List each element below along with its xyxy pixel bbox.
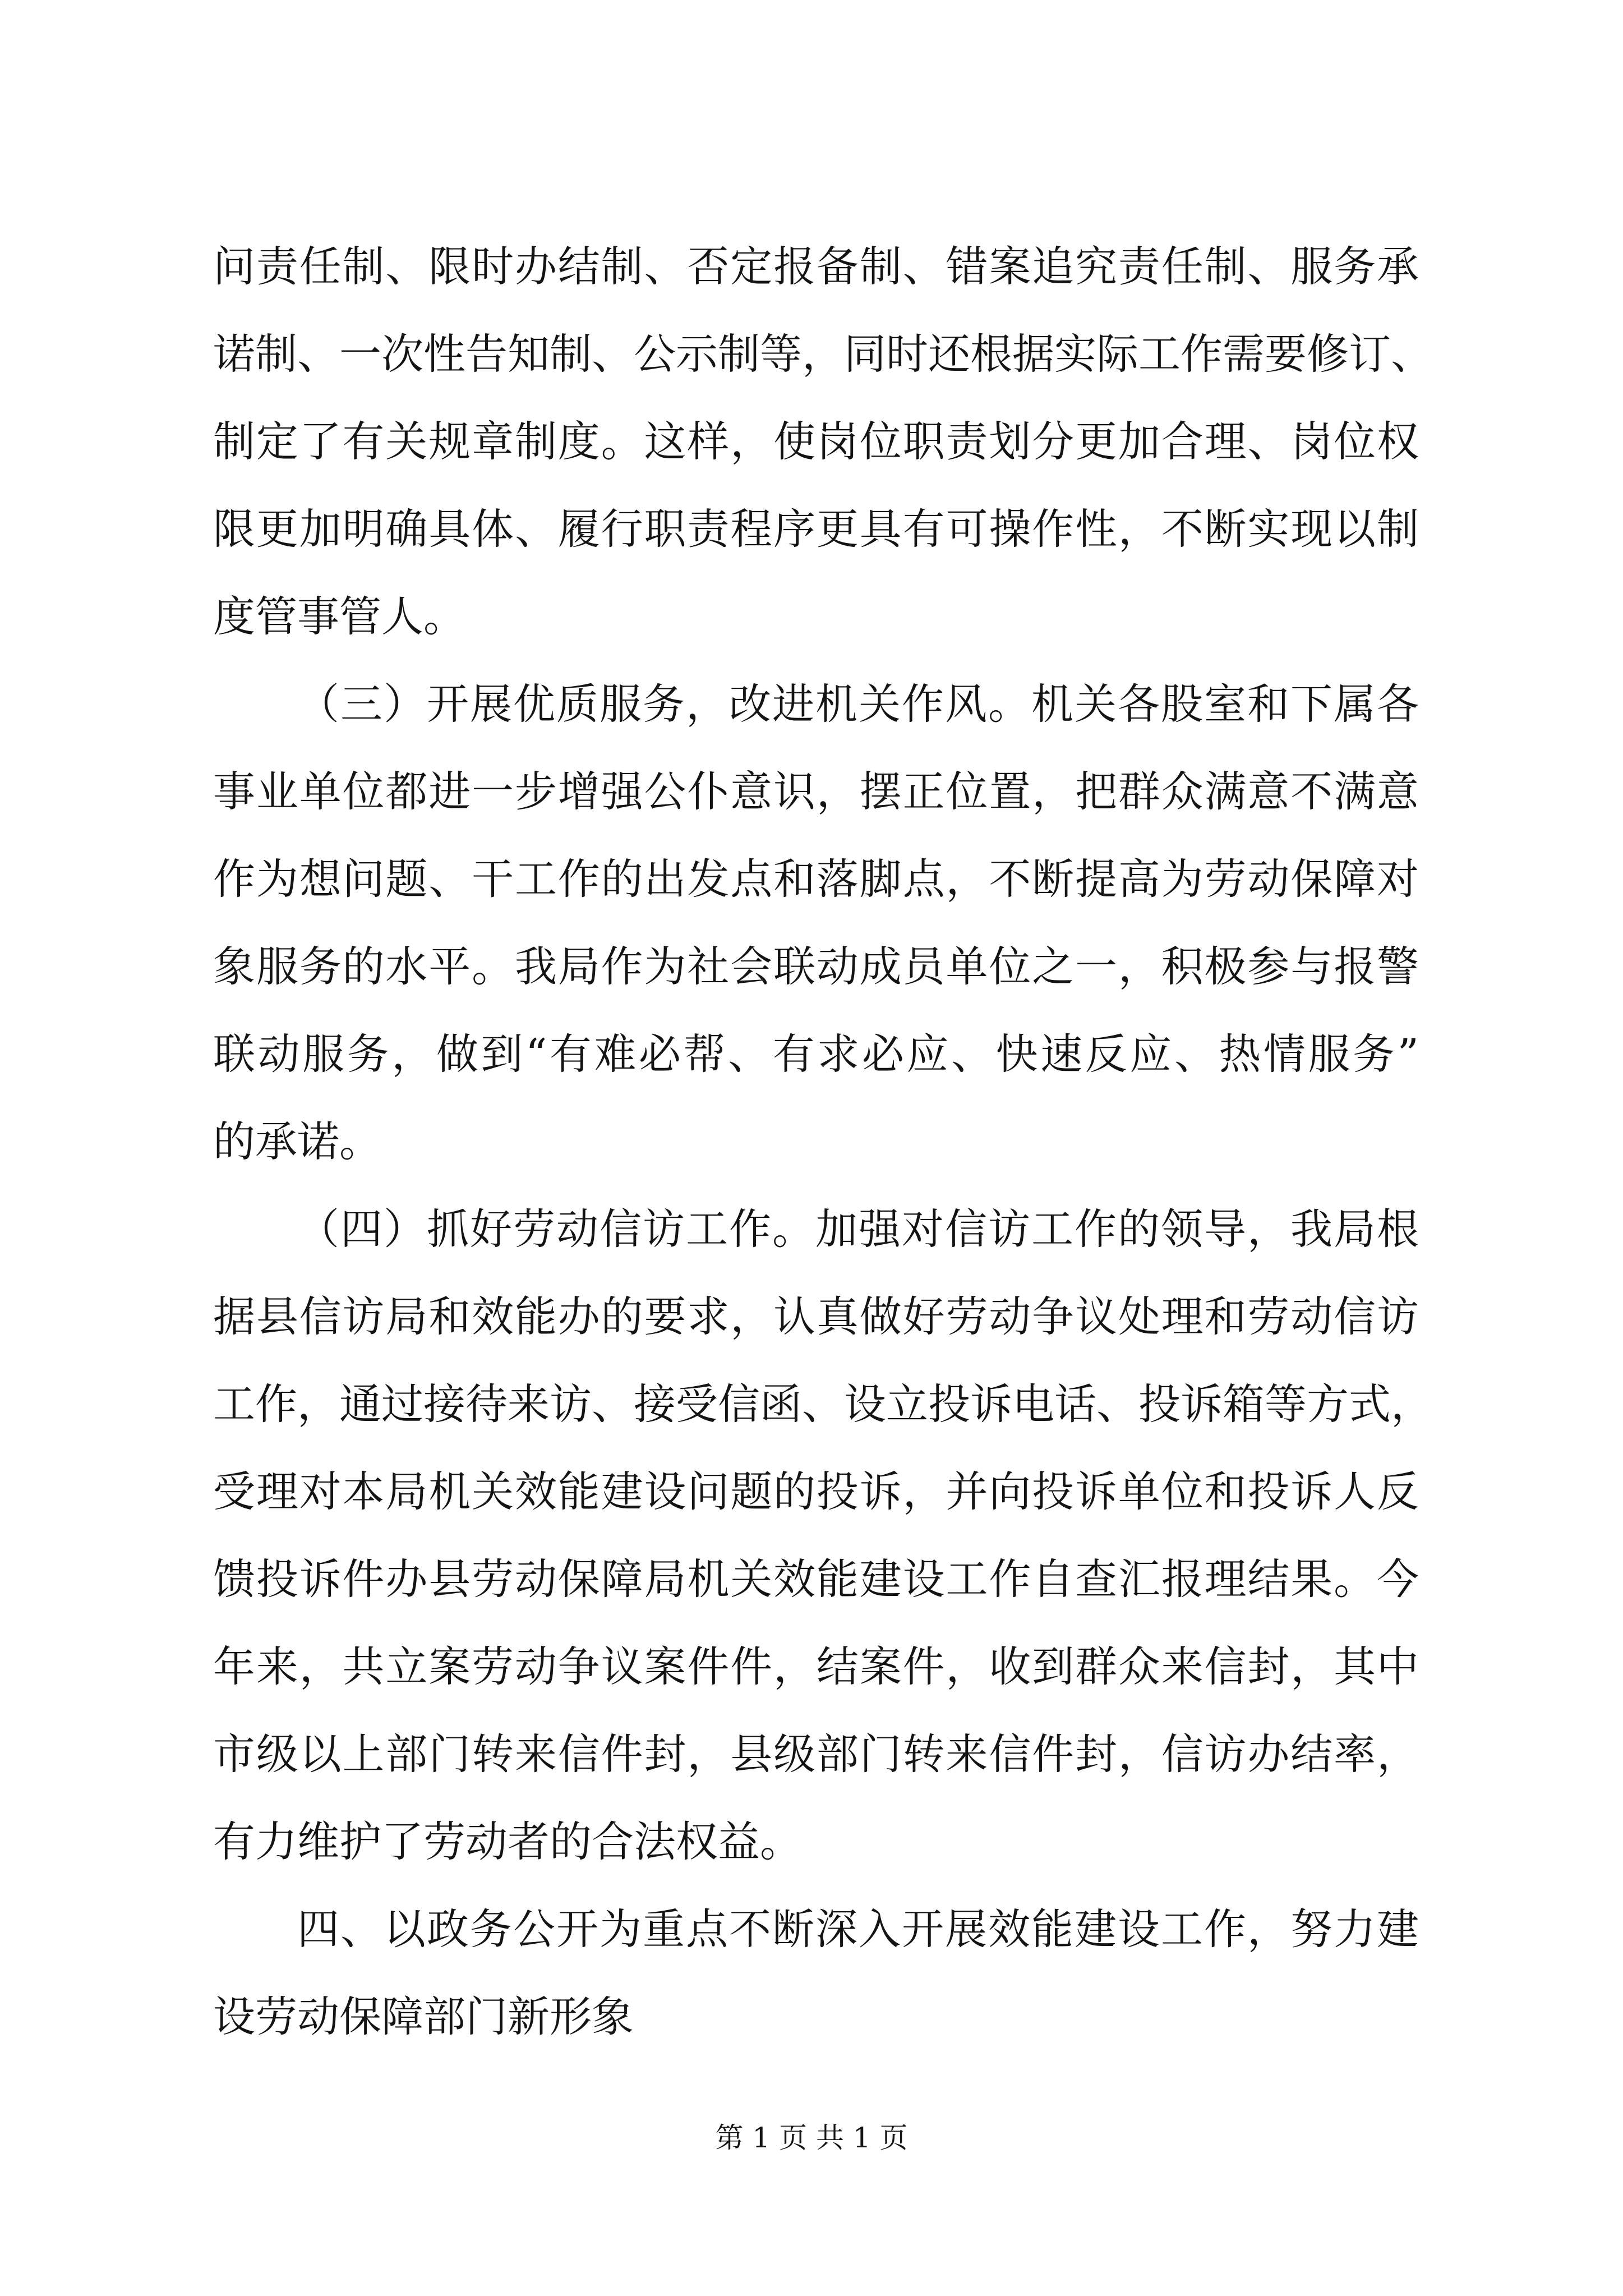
paragraph-heading-4: （四）抓好劳动信访工作。加强对信访工作的领导，我局根: [297, 1204, 1419, 1254]
body-text-line: 限更加明确具体、履行职责程序更具有可操作性，不断实现以制: [213, 504, 1419, 554]
page-footer: 第 1 页 共 1 页: [715, 2122, 908, 2154]
body-text-line: 诺制、一次性告知制、公示制等，同时还根据实际工作需要修订、: [213, 329, 1433, 379]
paragraph-heading-3: （三）开展优质服务，改进机关作风。机关各股室和下属各: [297, 679, 1419, 729]
body-text-line: 制定了有关规章制度。这样，使岗位职责划分更加合理、岗位权: [213, 417, 1419, 466]
body-text-line: 受理对本局机关效能建设问题的投诉，并向投诉单位和投诉人反: [213, 1467, 1419, 1516]
body-text-line: 的承诺。: [213, 1117, 382, 1166]
body-text-line: 有力维护了劳动者的合法权益。: [213, 1817, 803, 1866]
body-text-line: 问责任制、限时办结制、否定报备制、错案追究责任制、服务承: [213, 242, 1419, 291]
body-text-line: 年来，共立案劳动争议案件件，结案件，收到群众来信封，其中: [213, 1642, 1419, 1691]
body-text-line: 馈投诉件办县劳动保障局机关效能建设工作自查汇报理结果。今: [213, 1554, 1419, 1604]
section-heading-continuation: 设劳动保障部门新形象: [213, 1992, 634, 2041]
body-text-line: 作为想问题、干工作的出发点和落脚点，不断提高为劳动保障对: [213, 854, 1419, 904]
body-text-line: 联动服务，做到“有难必帮、有求必应、快速反应、热情服务”: [213, 1029, 1419, 1079]
body-text-line: 度管事管人。: [213, 592, 466, 641]
body-text-line: 事业单位都进一步增强公仆意识，摆正位置，把群众满意不满意: [213, 767, 1419, 816]
body-text-line: 工作，通过接待来访、接受信函、设立投诉电话、投诉箱等方式，: [213, 1379, 1433, 1429]
body-text-line: 市级以上部门转来信件封，县级部门转来信件封，信访办结率，: [213, 1729, 1419, 1779]
body-text-line: 据县信访局和效能办的要求，认真做好劳动争议处理和劳动信访: [213, 1292, 1419, 1341]
section-heading-4: 四、以政务公开为重点不断深入开展效能建设工作，努力建: [297, 1904, 1419, 1954]
body-text-line: 象服务的水平。我局作为社会联动成员单位之一，积极参与报警: [213, 942, 1419, 991]
